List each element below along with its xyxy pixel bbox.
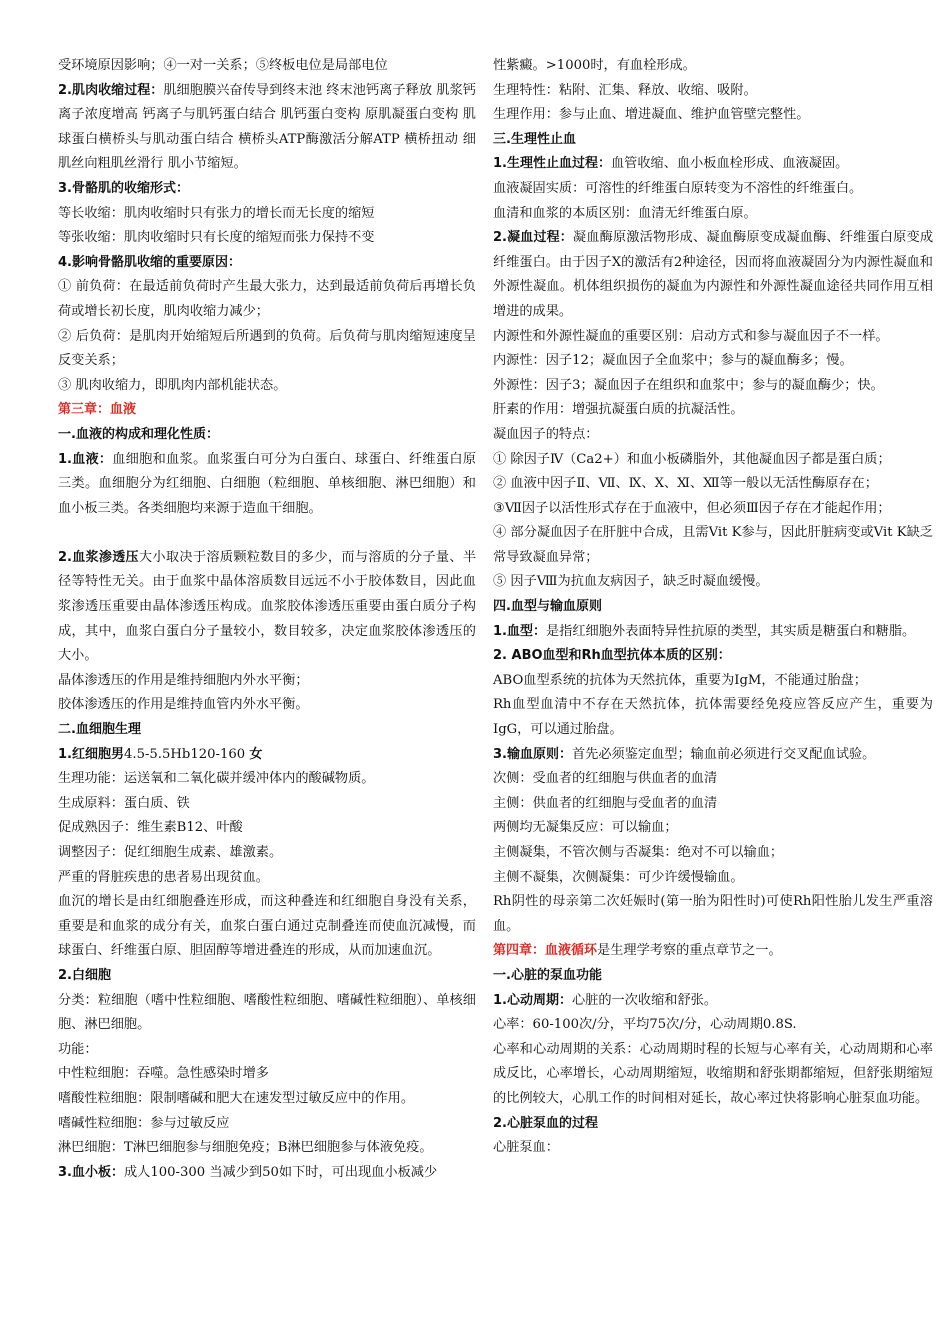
- paragraph: [58, 79, 476, 177]
- paragraph: [493, 989, 933, 1014]
- paragraph-text: 性紫癜。>1000时，有血栓形成。: [493, 58, 696, 73]
- paragraph-text: 肝素的作用：增强抗凝蛋白质的抗凝活性。: [493, 402, 744, 418]
- section-heading: 二.血细胞生理: [58, 722, 141, 738]
- paragraph: [493, 792, 933, 817]
- paragraph: [493, 202, 933, 227]
- section-heading: 2. ABO血型和Rh血型抗体本质的区别：: [493, 648, 731, 664]
- paragraph: [493, 964, 933, 989]
- paragraph-text: 是指红细胞外表面特异性抗原的类型，其实质是糖蛋白和糖脂。: [545, 623, 916, 639]
- paragraph: [493, 644, 933, 669]
- paragraph-text: 主侧不凝集，次侧凝集：可少许缓慢输血。: [493, 869, 744, 885]
- paragraph: [58, 226, 476, 251]
- paragraph-text: 血液凝固实质：可溶性的纤维蛋白原转变为不溶性的纤维蛋白。: [493, 180, 863, 196]
- paragraph: [58, 792, 476, 817]
- paragraph: [493, 890, 933, 939]
- paragraph: [58, 743, 476, 768]
- section-heading: 三.生理性止血: [493, 131, 576, 147]
- paragraph: [493, 325, 933, 350]
- left-column: [58, 54, 476, 1185]
- paragraph: [58, 816, 476, 841]
- paragraph: [493, 939, 933, 964]
- paragraph-text: 主侧凝集，不管次侧与否凝集：绝对不可以输血；: [493, 845, 784, 860]
- paragraph-text: 生理作用：参与止血、增进凝血、维护血管壁完整性。: [493, 107, 810, 123]
- paragraph: [493, 620, 933, 645]
- paragraph-text: 外源性：因子3；凝血因子在组织和血浆中；参与的凝血酶少；快。: [493, 377, 884, 393]
- paragraph-text: ⑤ 因子Ⅷ为抗血友病因子，缺乏时凝血缓慢。: [493, 574, 769, 590]
- paragraph-text: 晶体渗透压的作用是维持细胞内外水平衡；: [58, 672, 309, 688]
- section-heading: 4.影响骨骼肌收缩的重要原因：: [58, 254, 241, 270]
- paragraph-text: 血管收缩、血小板血栓形成、血液凝固。: [610, 156, 849, 172]
- paragraph: [493, 866, 933, 891]
- paragraph-text: 调整因子：促红细胞生成素、雄激素。: [58, 845, 283, 860]
- paragraph-text: 分类：粒细胞（嗜中性粒细胞、嗜酸性粒细胞、嗜碱性粒细胞）、单核细胞、淋巴细胞。: [58, 992, 476, 1033]
- paragraph-text: 内源性和外源性凝血的重要区别：启动方式和参与凝血因子不一样。: [493, 328, 889, 344]
- paragraph: [493, 1136, 933, 1161]
- paragraph: [58, 202, 476, 227]
- paragraph: [58, 1136, 476, 1161]
- term-label: 女: [249, 746, 263, 762]
- paragraph-text: 血细胞和血浆。血浆蛋白可分为白蛋白、球蛋白、纤维蛋白原三类。血细胞分为红细胞、白细胞（粒细胞、单核细胞、淋巴细胞）和血小板三类。各类细胞均来源于造血干细胞。: [58, 451, 477, 516]
- paragraph-text: 大小取决于溶质颗粒数目的多少，而与溶质的分子量、半径等特性无关。由于血浆中晶体溶质数目远远不小于胶体数目，因此血浆渗透压重要由晶体渗透压构成。血浆胶体渗透压重要由蛋白质分子构成，其中，血浆白蛋白分子量较小，数目较多，决定血浆胶体渗透压的大小。: [58, 549, 477, 664]
- paragraph-text: 等张收缩：肌肉收缩时只有长度的缩短而张力保持不变: [58, 230, 375, 246]
- paragraph-text: 胶体渗透压的作用是维持血管内外水平衡。: [58, 697, 309, 713]
- paragraph: [493, 570, 933, 595]
- paragraph: [58, 275, 476, 324]
- paragraph: [58, 693, 476, 718]
- paragraph: [493, 841, 933, 866]
- paragraph-text: 嗜碱性粒细胞：参与过敏反应: [58, 1115, 230, 1131]
- paragraph-text: 4.5-5.5Hb120-160: [123, 746, 250, 762]
- term-label: 2.凝血过程：: [493, 230, 573, 246]
- section-heading: 四.血型与输血原则: [493, 599, 602, 615]
- right-column: [493, 54, 933, 1161]
- paragraph: [58, 251, 476, 276]
- paragraph: [493, 693, 933, 742]
- paragraph: [58, 177, 476, 202]
- term-label: 3.输血原则：: [493, 746, 572, 762]
- chapter-title: 第三章：血液: [58, 402, 137, 418]
- paragraph: [493, 152, 933, 177]
- paragraph-text: 凝血因子的特点：: [493, 426, 599, 442]
- paragraph-text: ① 前负荷：在最适前负荷时产生最大张力，达到最适前负荷后再增长负荷或增长初长度，肌肉收缩力减少；: [58, 279, 476, 319]
- chapter-title: 第四章：血液循环: [493, 943, 598, 959]
- paragraph-text: 受环境原因影响；④一对一关系；⑤终板电位是局部电位: [58, 58, 388, 73]
- paragraph: [58, 374, 476, 399]
- paragraph: [493, 743, 933, 768]
- paragraph: [493, 1112, 933, 1137]
- paragraph: [58, 54, 476, 79]
- paragraph-text: 内源性：因子12；凝血因子全血浆中；参与的凝血酶多；慢。: [493, 353, 853, 369]
- paragraph-text: 心脏泵血：: [493, 1140, 559, 1156]
- paragraph: [493, 103, 933, 128]
- paragraph: [58, 1112, 476, 1137]
- paragraph: [58, 1062, 476, 1087]
- paragraph: [493, 497, 933, 522]
- paragraph-text: 肌细胞膜兴奋传导到终末池 终末池钙离子释放 肌浆钙离子浓度增高 钙离子与肌钙蛋白结合 肌钙蛋白变构 原肌凝蛋白变构 肌球蛋白横桥头与肌动蛋白结合 横桥头ATP酶激活分解ATP 横桥扭动 细肌丝向粗肌丝滑行 肌小节缩短。: [58, 82, 476, 172]
- term-label: 1.心动周期：: [493, 992, 572, 1008]
- paragraph: [493, 374, 933, 399]
- paragraph: [493, 521, 933, 570]
- paragraph: [493, 128, 933, 153]
- paragraph: [58, 841, 476, 866]
- paragraph: [493, 54, 933, 79]
- paragraph-text: 血沉的增长是由红细胞叠连形成，而这种叠连和红细胞自身没有关系，重要是和血浆的成分有关，血浆白蛋白通过克制叠连而使血沉减慢，而球蛋白、纤维蛋白原、胆固醇等增进叠连的形成，从而加速血沉。: [58, 894, 476, 959]
- paragraph-text: 主侧：供血者的红细胞与受血者的血清: [493, 795, 718, 811]
- paragraph: [493, 816, 933, 841]
- paragraph: [493, 423, 933, 448]
- paragraph: [493, 226, 933, 324]
- paragraph: [58, 1161, 476, 1186]
- paragraph-text: ④ 部分凝血因子在肝脏中合成，且需Vit K参与，因此肝脏病变或Vit K缺乏常导致凝血异常；: [493, 525, 933, 565]
- term-label: 2.肌肉收缩过程：: [58, 82, 164, 98]
- term-label: 2.血浆渗透压: [58, 549, 139, 565]
- paragraph-text: ① 除因子Ⅳ（Ca2+）和血小板磷脂外，其他凝血因子都是蛋白质；: [493, 451, 891, 467]
- paragraph: [58, 1038, 476, 1063]
- paragraph: [58, 718, 476, 743]
- paragraph-text: 心脏的一次收缩和舒张。: [571, 992, 718, 1008]
- term-label: 1.血液：: [58, 451, 113, 467]
- section-heading: 一.血液的构成和理化性质：: [58, 426, 219, 442]
- term-label: 1.红细胞男: [58, 746, 124, 762]
- paragraph-text: 生成原料：蛋白质、铁: [58, 795, 190, 811]
- paragraph: [58, 669, 476, 694]
- paragraph-text: 是生理学考察的重点章节之一。: [597, 943, 782, 959]
- paragraph-text: 次侧：受血者的红细胞与供血者的血清: [493, 771, 718, 787]
- paragraph-text: 凝血酶原激活物形成、凝血酶原变成凝血酶、纤维蛋白原变成纤维蛋白。由于因子X的激活有2种途径，因而将血液凝固分为内源性凝血和外源性凝血。机体组织损伤的凝血为内源性和外源性凝血途径共同作用互相增进的成果。: [493, 230, 934, 319]
- term-label: 1.生理性止血过程：: [493, 156, 611, 172]
- paragraph-text: 中性粒细胞：吞噬。急性感染时增多: [58, 1066, 269, 1082]
- section-heading: 2.白细胞: [58, 967, 111, 983]
- paragraph: [58, 964, 476, 989]
- paragraph-text: 血清和血浆的本质区别：血清无纤维蛋白原。: [493, 205, 757, 221]
- paragraph: [493, 1038, 933, 1112]
- paragraph-text: 两侧均无凝集反应：可以输血；: [493, 820, 678, 836]
- paragraph: [58, 423, 476, 448]
- paragraph-text: ② 血液中因子Ⅱ、Ⅶ、Ⅸ、Ⅹ、Ⅺ、Ⅻ等一般以无活性酶原存在；: [493, 476, 878, 492]
- paragraph: [493, 349, 933, 374]
- paragraph-text: ③ 肌肉收缩力，即肌肉内部机能状态。: [58, 377, 287, 393]
- paragraph: [58, 767, 476, 792]
- paragraph: [58, 546, 476, 669]
- section-heading: 3.骨骼肌的收缩形式：: [58, 180, 189, 196]
- term-label: 3.血小板：: [58, 1164, 124, 1180]
- paragraph-text: ③Ⅶ因子以活性形式存在于血液中，但必须Ⅲ因子存在才能起作用；: [493, 500, 891, 516]
- paragraph: [493, 595, 933, 620]
- paragraph: [58, 890, 476, 964]
- paragraph: [493, 177, 933, 202]
- paragraph: [493, 472, 933, 497]
- paragraph-text: 等长收缩：肌肉收缩时只有张力的增长而无长度的缩短: [58, 205, 375, 221]
- paragraph-text: 成人100-300 当减少到50如下时，可出现血小板减少: [123, 1164, 438, 1180]
- paragraph-text: 心率：60-100次/分，平均75次/分，心动周期0.8S.: [493, 1017, 797, 1033]
- paragraph-text: Rh阴性的母亲第二次妊娠时(第一胎为阳性时)可使Rh阳性胎儿发生严重溶血。: [493, 894, 933, 934]
- paragraph-text: 促成熟因子：维生素B12、叶酸: [58, 820, 243, 836]
- paragraph: [493, 1013, 933, 1038]
- paragraph-text: 生理功能：运送氧和二氧化碳并缓冲体内的酸碱物质。: [58, 771, 375, 787]
- paragraph-text: Rh血型血清中不存在天然抗体，抗体需要经免疫应答反应产生，重要为IgG，可以通过胎盘。: [493, 697, 933, 738]
- paragraph: [58, 448, 476, 522]
- paragraph: [58, 866, 476, 891]
- section-heading: 2.心脏泵血的过程: [493, 1115, 598, 1131]
- paragraph: [493, 767, 933, 792]
- paragraph: [58, 325, 476, 374]
- paragraph: [58, 1087, 476, 1112]
- paragraph: [58, 521, 476, 546]
- paragraph-text: ② 后负荷：是肌肉开始缩短后所遇到的负荷。后负荷与肌肉缩短速度呈反变关系；: [58, 328, 476, 369]
- paragraph: [58, 398, 476, 423]
- paragraph: [493, 669, 933, 694]
- paragraph-text: 淋巴细胞：T淋巴细胞参与细胞免疫；B淋巴细胞参与体液免疫。: [58, 1140, 433, 1156]
- paragraph: [493, 398, 933, 423]
- paragraph-text: 功能：: [58, 1041, 98, 1057]
- paragraph: [58, 989, 476, 1038]
- paragraph: [493, 79, 933, 104]
- section-heading: 一.心脏的泵血功能: [493, 967, 602, 983]
- paragraph-text: 严重的肾脏疾患的患者易出现贫血。: [58, 869, 269, 885]
- paragraph-text: 生理特性：粘附、汇集、释放、收缩、吸附。: [493, 82, 757, 98]
- paragraph-text: 心率和心动周期的关系：心动周期时程的长短与心率有关，心动周期和心率成反比，心率增长，心动周期缩短，收缩期和舒张期都缩短，但舒张期缩短的比例较大，心肌工作的时间相对延长，故心率过快将影响心脏泵血功能。: [493, 1041, 933, 1106]
- term-label: 1.血型：: [493, 623, 546, 639]
- paragraph: [493, 448, 933, 473]
- paragraph-text: ABO血型系统的抗体为天然抗体，重要为IgM，不能通过胎盘；: [493, 672, 867, 688]
- paragraph-text: 首先必须鉴定血型；输血前必须进行交叉配血试验。: [571, 746, 876, 762]
- paragraph-text: 嗜酸性粒细胞：限制嗜碱和肥大在速发型过敏反应中的作用。: [58, 1090, 415, 1106]
